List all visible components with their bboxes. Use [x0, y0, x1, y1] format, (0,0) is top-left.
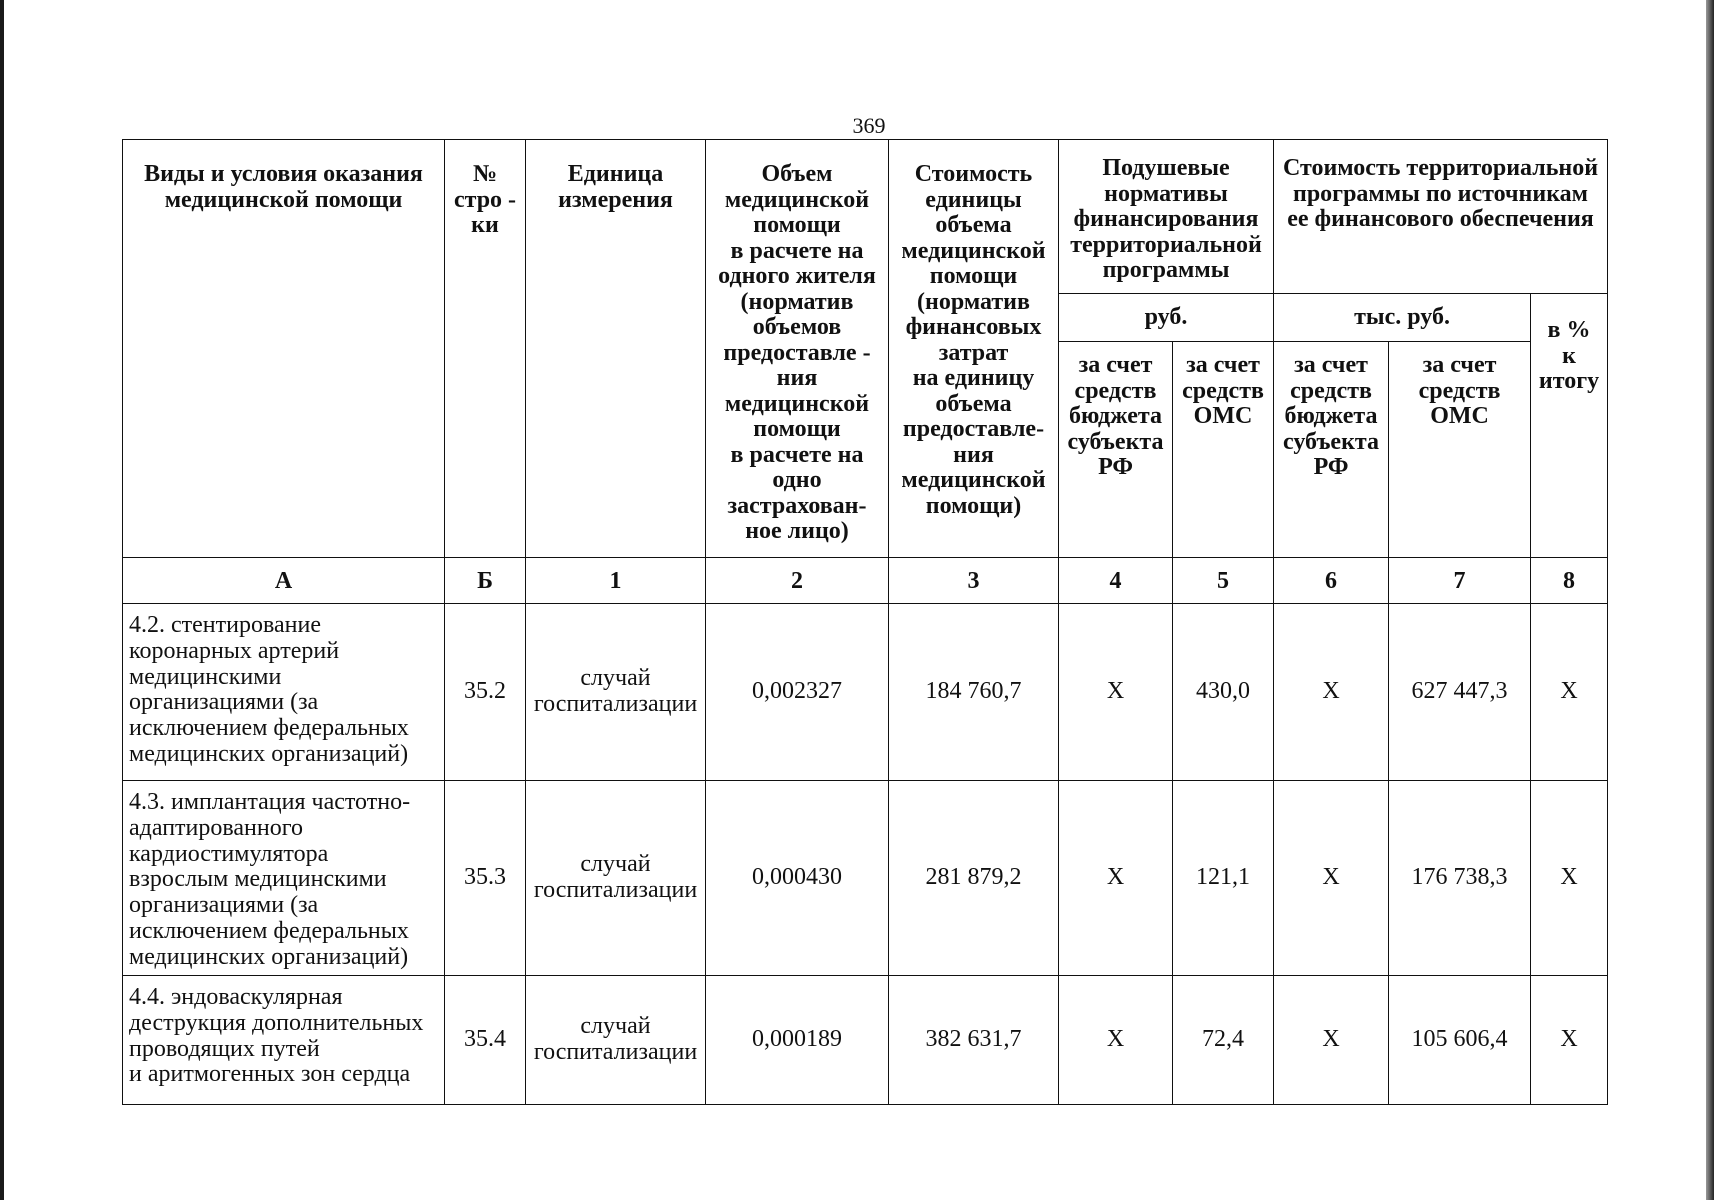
column-index-cell: 3: [889, 558, 1059, 604]
budget-cost-cell: X: [1274, 781, 1389, 976]
header-per-capita-norms: Подушевые нормативы финансирования территориальной программы: [1059, 140, 1274, 294]
column-index-cell: 6: [1274, 558, 1389, 604]
percent-cell: X: [1531, 604, 1608, 781]
unit-cell: случай госпитализации: [526, 976, 706, 1105]
header-percent-of-total: в % к итогу: [1531, 294, 1608, 558]
unit-cell: случай госпитализации: [526, 604, 706, 781]
care-type-cell: 4.2. стентирование коронарных артерий медицинскими организациями (за исключением федеральных медицинских организаций): [123, 604, 445, 781]
column-index-cell: 4: [1059, 558, 1173, 604]
line-number-cell: 35.2: [445, 604, 526, 781]
budget-per-capita-cell: X: [1059, 604, 1173, 781]
page-number: 369: [852, 113, 886, 138]
oms-cost-cell: 176 738,3: [1389, 781, 1531, 976]
column-index-cell: А: [123, 558, 445, 604]
column-index-cell: 7: [1389, 558, 1531, 604]
unit-cost-cell: 382 631,7: [889, 976, 1059, 1105]
oms-cost-cell: 627 447,3: [1389, 604, 1531, 781]
volume-cell: 0,000189: [706, 976, 889, 1105]
header-oms-thousand: за счет средств ОМС: [1389, 342, 1531, 558]
header-care-type: Виды и условия оказания медицинской помощи: [123, 140, 445, 558]
header-unit: Единица измерения: [526, 140, 706, 558]
scan-edge-right: [1706, 0, 1714, 1200]
unit-cost-cell: 281 879,2: [889, 781, 1059, 976]
oms-per-capita-cell: 72,4: [1173, 976, 1274, 1105]
column-index-cell: 2: [706, 558, 889, 604]
header-budget-rub: за счет средств бюджета субъекта РФ: [1059, 342, 1173, 558]
budget-per-capita-cell: X: [1059, 976, 1173, 1105]
unit-cell: случай госпитализации: [526, 781, 706, 976]
oms-per-capita-cell: 121,1: [1173, 781, 1274, 976]
financing-table: [122, 139, 1608, 1105]
header-rub: руб.: [1059, 294, 1274, 342]
budget-per-capita-cell: X: [1059, 781, 1173, 976]
column-index-cell: Б: [445, 558, 526, 604]
care-type-cell: 4.3. имплантация частотно- адаптированного кардиостимулятора взрослым медицинскими организациями (за исключением федеральных медицинских организаций): [123, 781, 445, 976]
table-row: [123, 604, 1608, 781]
column-index-cell: 5: [1173, 558, 1274, 604]
volume-cell: 0,000430: [706, 781, 889, 976]
budget-cost-cell: X: [1274, 604, 1389, 781]
budget-cost-cell: X: [1274, 976, 1389, 1105]
table-row: [123, 781, 1608, 976]
volume-cell: 0,002327: [706, 604, 889, 781]
header-oms-rub: за счет средств ОМС: [1173, 342, 1274, 558]
column-index-cell: 1: [526, 558, 706, 604]
header-row-main: [123, 140, 1608, 294]
line-number-cell: 35.3: [445, 781, 526, 976]
table-row: [123, 976, 1608, 1105]
header-volume-norm: Объем медицинской помощи в расчете на одного жителя (норматив объемов предоставле - ния медицинской помощи в расчете на одно застрахован- ное лицо): [706, 140, 889, 558]
column-index-row: [123, 558, 1608, 604]
header-program-cost: Стоимость территориальной программы по источникам ее финансового обеспечения: [1274, 140, 1608, 294]
scan-edge-left: [0, 0, 4, 1200]
percent-cell: X: [1531, 781, 1608, 976]
oms-cost-cell: 105 606,4: [1389, 976, 1531, 1105]
care-type-cell: 4.4. эндоваскулярная деструкция дополнительных проводящих путей и аритмогенных зон сердца: [123, 976, 445, 1105]
line-number-cell: 35.4: [445, 976, 526, 1105]
header-budget-thousand: за счет средств бюджета субъекта РФ: [1274, 342, 1389, 558]
header-line-number: № стро - ки: [445, 140, 526, 558]
column-index-cell: 8: [1531, 558, 1608, 604]
header-thousand-rub: тыс. руб.: [1274, 294, 1531, 342]
unit-cost-cell: 184 760,7: [889, 604, 1059, 781]
header-unit-cost: Стоимость единицы объема медицинской помощи (норматив финансовых затрат на единицу объема предоставле- ния медицинской помощи): [889, 140, 1059, 558]
percent-cell: X: [1531, 976, 1608, 1105]
oms-per-capita-cell: 430,0: [1173, 604, 1274, 781]
